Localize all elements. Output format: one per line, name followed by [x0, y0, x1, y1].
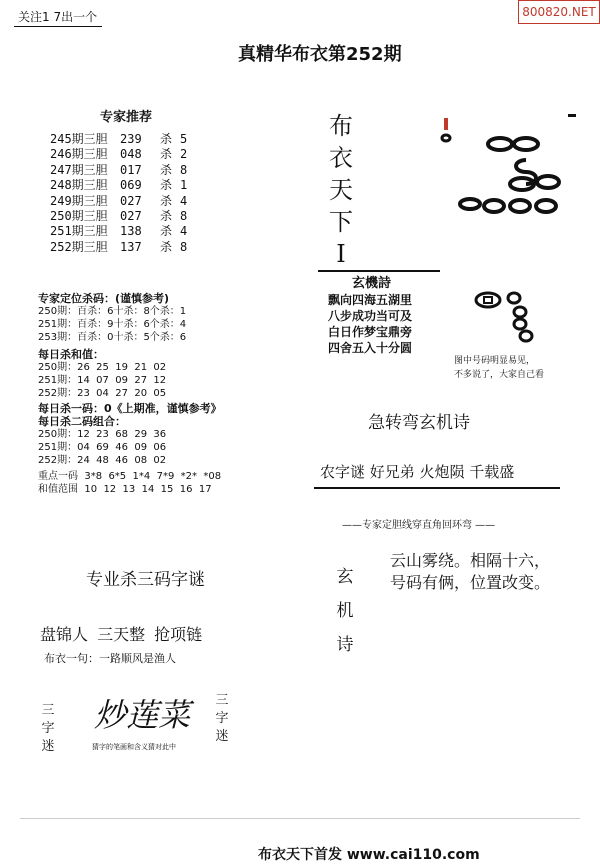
puzzle-shape	[536, 200, 556, 212]
kill-number: 2	[180, 147, 188, 162]
puzzle-shape	[520, 331, 532, 341]
kill-number: 8	[180, 208, 188, 223]
list-item: 250期：百杀：6十杀：8个杀：1	[38, 306, 187, 317]
issue-label: 245期三胆	[50, 132, 108, 146]
riddle-big-word: 炒莲菜	[94, 696, 191, 734]
three-char-riddle-left	[40, 702, 56, 756]
title-char: 玄	[336, 567, 354, 587]
kill-label: 杀	[160, 193, 173, 208]
issue-numbers: 027	[120, 193, 142, 208]
list-item	[50, 224, 200, 239]
title-char: 下	[329, 208, 353, 236]
divider	[14, 26, 102, 27]
puzzle-shape	[442, 135, 450, 141]
issue-numbers: 069	[120, 178, 142, 193]
list-item	[50, 240, 200, 255]
coin-icon	[476, 293, 500, 307]
focus-line: 重点一码 3*8 6*5 1*4 7*9 *2* *08	[38, 471, 222, 482]
daily-one-block	[38, 402, 222, 496]
kill-number: 4	[180, 193, 188, 208]
title-char: I	[336, 240, 346, 268]
recommend-list	[50, 132, 200, 255]
poem-line: 号码有俩，位置改变。	[390, 573, 551, 592]
issue-label: 247期三胆	[50, 162, 108, 177]
puzzle-shape	[568, 114, 576, 117]
expert-line: ——专家定胆线穿直角回环弯 ——	[342, 520, 496, 531]
list-item	[50, 147, 200, 162]
kill-label: 杀	[160, 208, 173, 223]
list-item	[50, 178, 200, 193]
puzzle-shape	[514, 319, 526, 329]
list-item: 250期：26 25 19 21 02	[38, 362, 167, 373]
kill-label: 杀	[160, 132, 173, 146]
list-item: 251期：04 69 46 09 06	[38, 442, 167, 453]
kill-label: 杀	[160, 224, 173, 239]
issue-numbers: 239	[120, 132, 142, 146]
riddle-line: 农字谜 好兄弟 火炮陨 千载盛	[320, 463, 515, 481]
title-char: 字	[215, 711, 229, 726]
three-char-riddle-right	[214, 692, 230, 746]
poem-line: 飘向四海五湖里	[328, 293, 413, 307]
title-char: 迷	[41, 739, 55, 754]
kill-label: 杀	[160, 147, 173, 162]
title-char: 迷	[215, 729, 229, 744]
daily-sum-block	[38, 348, 166, 400]
section-title: 急转弯玄机诗	[368, 413, 470, 433]
poem-line: 云山雾绕。相隔十六，	[390, 551, 551, 570]
list-item: 250期：12 23 68 29 36	[38, 429, 167, 440]
divider	[314, 487, 560, 489]
kill-label: 杀	[160, 239, 173, 254]
coin-hole	[484, 297, 492, 303]
title-char: 诗	[336, 635, 354, 655]
issue-numbers: 048	[120, 147, 142, 162]
list-item: 251期：14 07 09 27 12	[38, 375, 167, 386]
issue-label: 249期三胆	[50, 193, 108, 208]
title-char: 天	[329, 176, 353, 204]
xuanji-vertical-title	[334, 560, 356, 662]
number-picture-puzzle	[430, 112, 580, 222]
puzzle-shape	[460, 199, 480, 209]
list-item	[50, 163, 200, 178]
kill-label: 杀	[160, 162, 173, 177]
puzzle-shape	[514, 138, 538, 150]
picture-caption	[454, 354, 544, 382]
red-mark	[444, 118, 448, 130]
section-heading: 每日杀和值：	[38, 348, 104, 361]
issue-numbers: 138	[120, 224, 142, 239]
section-subheading: 每日杀二码组合：	[38, 415, 126, 428]
list-item	[50, 209, 200, 224]
zimi-words: 盘锦人 三天整 抢项链	[40, 625, 203, 644]
puzzle-shape	[537, 176, 559, 188]
kill-number: 4	[180, 224, 188, 239]
buyi-vertical-title	[326, 110, 356, 270]
list-item	[50, 132, 200, 147]
title-char: 三	[215, 693, 229, 708]
issue-label: 252期三胆	[50, 239, 108, 254]
divider	[20, 818, 580, 819]
zimi-title: 专业杀三码字谜	[86, 570, 205, 590]
poem-line: 八步成功当可及	[328, 309, 413, 323]
xuanji-poem-label: 玄機詩	[352, 276, 392, 291]
puzzle-shape	[510, 200, 530, 212]
xuanji-poem-lines	[328, 292, 412, 356]
section-heading: 专家定位杀码：(谨慎参考)	[38, 292, 170, 305]
sum-range-line: 和值范围 10 12 13 14 15 16 17	[38, 484, 212, 495]
top-note: 关注1 7出一个	[18, 10, 98, 24]
footer-link[interactable]: 布衣天下首发 www.cai110.com	[258, 847, 480, 863]
list-item	[50, 194, 200, 209]
poem-line: 四舍五入十分圆	[328, 341, 413, 355]
title-char: 布	[329, 112, 353, 140]
poem-line: 白日作梦宝鼎旁	[328, 325, 413, 339]
section-heading: 每日杀一码：0《上期准，谨慎参考》	[38, 402, 222, 415]
xuanji-poem-text	[390, 550, 550, 594]
recommend-heading: 专家推荐	[100, 110, 153, 125]
buyi-line: 布衣一句：一路顺风是渔人	[44, 652, 176, 665]
page-title: 真精华布衣第252期	[238, 44, 402, 65]
puzzle-shape	[488, 138, 512, 150]
puzzle-shape	[514, 307, 526, 317]
issue-numbers: 027	[120, 208, 142, 223]
position-kill-block	[38, 292, 186, 344]
issue-label: 251期三胆	[50, 224, 108, 239]
puzzle-shape	[484, 200, 504, 212]
list-item: 253期：百杀：0十杀：5个杀：6	[38, 332, 187, 343]
issue-numbers: 017	[120, 162, 142, 177]
kill-label: 杀	[160, 178, 173, 193]
list-item: 252期：24 48 46 08 02	[38, 455, 167, 466]
list-item: 251期：百杀：9十杀：6个杀：4	[38, 319, 187, 330]
puzzle-shape	[508, 293, 520, 303]
coin-picture	[470, 286, 550, 352]
title-char: 衣	[329, 144, 353, 172]
issue-label: 248期三胆	[50, 178, 108, 193]
title-char: 字	[41, 721, 55, 736]
kill-number: 8	[180, 162, 188, 177]
kill-number: 5	[180, 132, 188, 146]
issue-numbers: 137	[120, 239, 142, 254]
issue-label: 246期三胆	[50, 147, 108, 162]
title-char: 机	[336, 601, 354, 621]
site-watermark[interactable]: 800820.NET	[518, 0, 600, 24]
kill-number: 1	[180, 178, 188, 193]
caption-line: 图中号码明显易见，	[454, 356, 536, 366]
title-char: 三	[41, 703, 55, 718]
issue-label: 250期三胆	[50, 208, 108, 223]
caption-line: 不多说了，大家自己看	[454, 370, 545, 380]
kill-number: 8	[180, 239, 188, 254]
list-item: 252期：23 04 27 20 05	[38, 388, 167, 399]
riddle-note: 猜字的笔画和含义猜对此中	[92, 743, 176, 751]
